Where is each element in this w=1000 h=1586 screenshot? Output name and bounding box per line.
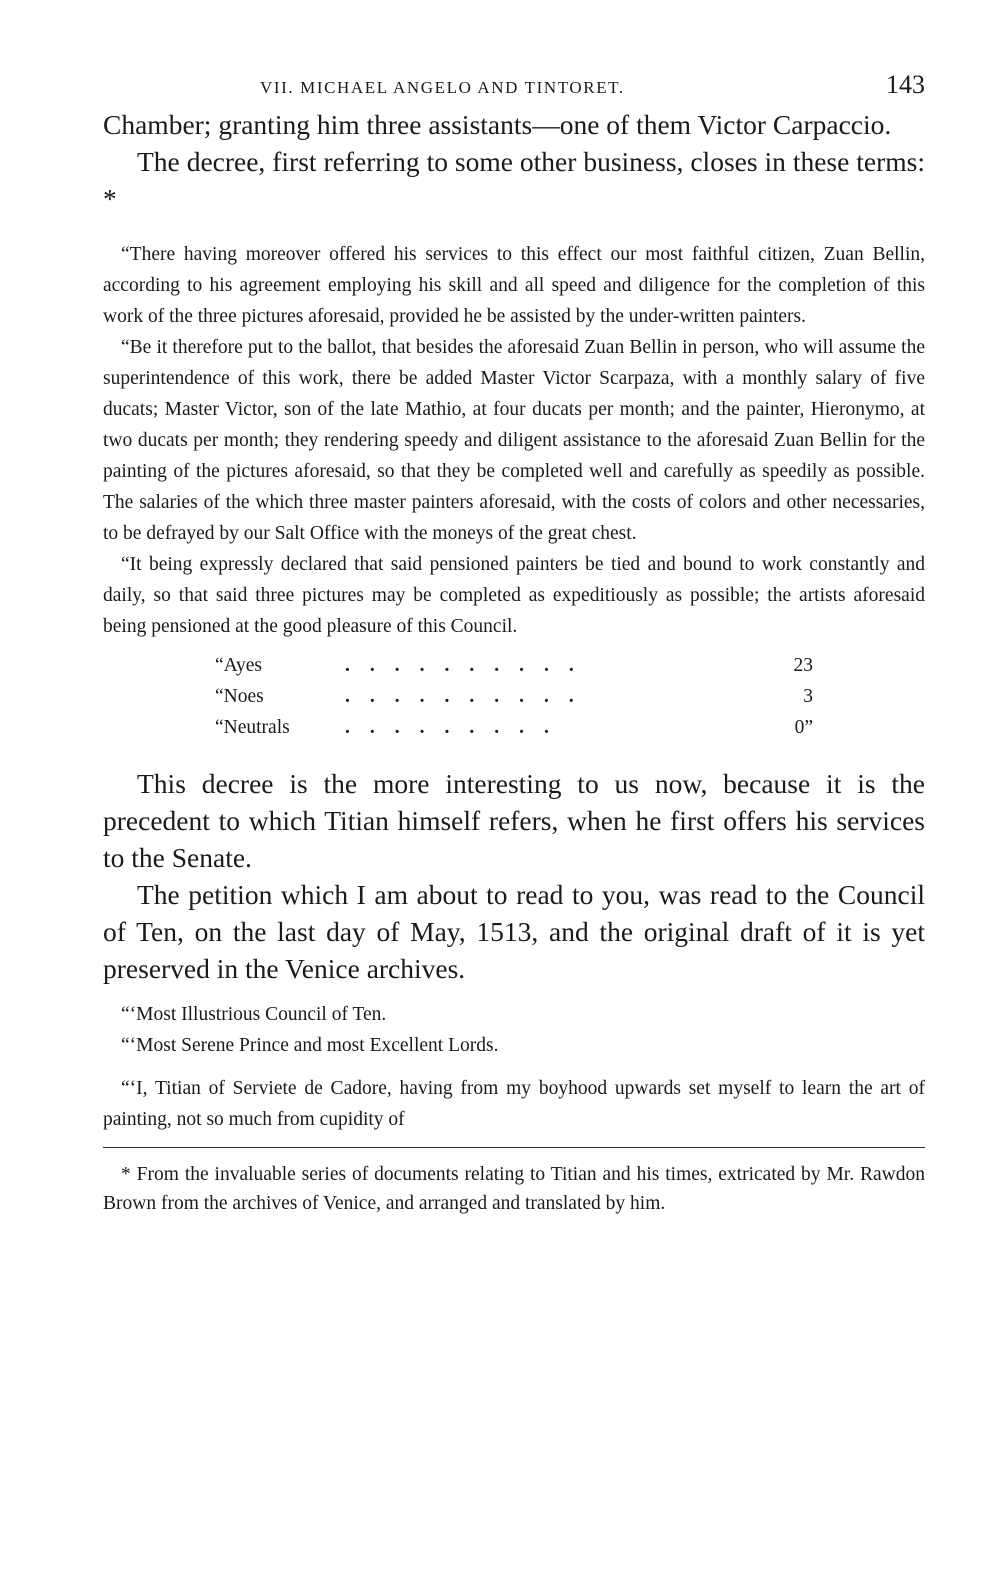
quote-ballot: “Be it therefore put to the ballot, that besides the aforesaid Zuan Bellin in person, who will assume the superintendence of this work, there be added Master Victor Scarpaza, with a monthly salary of five ducats; Master Victor, son of the late Mathio, at four ducats per month; and the painter, Hieronymo, at two ducats per month; they rendering speedy and diligent assistance to the aforesaid Zuan Bellin for the painting of the pictures aforesaid, so that they be completed well and carefully as speedily as possible. The salaries of the which three master painters aforesaid, with the costs of colors and other necessaries, to be defrayed by our Salt Office with the moneys of the great chest. xyxy=(103,337,925,544)
spacer xyxy=(103,1061,925,1073)
vote-value: 0” xyxy=(794,717,813,738)
footnote: * From the invaluable series of documents relating to Titian and his times, extricated by Mr. Rawdon Brown from the archives of Venice, and arranged and translated by him. xyxy=(103,1164,925,1214)
quote-salutation-council: “‘Most Illustrious Council of Ten. xyxy=(121,1004,387,1025)
vote-tally xyxy=(215,650,813,743)
vote-label: “Neutrals xyxy=(215,717,290,738)
spacer xyxy=(103,743,925,765)
vote-leader-dots: .......... xyxy=(345,655,594,676)
paragraph-continuation: Chamber; granting him three assistants—one of them Victor Carpaccio. xyxy=(103,109,892,140)
paragraph-precedent: This decree is the more interesting to us now, because it is the precedent to which Titian himself refers, when he first offers his services to the Senate. xyxy=(103,768,925,873)
paragraph-decree-intro: The decree, first referring to some other business, closes in these terms: * xyxy=(103,146,925,214)
quote-titian-petition: “‘I, Titian of Serviete de Cadore, having from my boyhood upwards set myself to learn the art of painting, not so much from cupidity of xyxy=(103,1078,925,1130)
vote-value: 23 xyxy=(793,655,813,676)
book-page xyxy=(103,62,925,1218)
quote-pensioned-painters: “It being expressly declared that said pensioned painters be tied and bound to work constantly and daily, so that said three pictures may be completed as expeditiously as possible; the artists aforesaid being pensioned at the good pleasure of this Council. xyxy=(103,554,925,637)
vote-row-noes xyxy=(215,681,813,712)
running-title: VII. MICHAEL ANGELO AND TINTORET. xyxy=(260,78,625,97)
quote-bellin-offer: “There having moreover offered his services to this effect our most faithful citizen, Zuan Bellin, according to his agreement employing his skill and all speed and diligence for the completion of this work of the three pictures aforesaid, provided he be assisted by the under-written painters. xyxy=(103,244,925,327)
spacer xyxy=(103,217,925,239)
quote-salutation-prince: “‘Most Serene Prince and most Excellent Lords. xyxy=(121,1035,499,1056)
vote-label: “Ayes xyxy=(215,655,262,676)
vote-leader-dots: .......... xyxy=(345,686,594,707)
page-number: 143 xyxy=(886,70,925,99)
vote-value: 3 xyxy=(803,686,813,707)
running-head xyxy=(103,62,925,106)
paragraph-petition: The petition which I am about to read to you, was read to the Council of Ten, on the last day of May, 1513, and the original draft of it is yet preserved in the Venice archives. xyxy=(103,879,925,984)
spacer xyxy=(103,987,925,999)
vote-row-neutrals xyxy=(215,712,813,743)
footnote-rule xyxy=(103,1147,925,1148)
vote-row-ayes xyxy=(215,650,813,681)
vote-leader-dots: ......... xyxy=(345,717,569,738)
vote-label: “Noes xyxy=(215,686,264,707)
